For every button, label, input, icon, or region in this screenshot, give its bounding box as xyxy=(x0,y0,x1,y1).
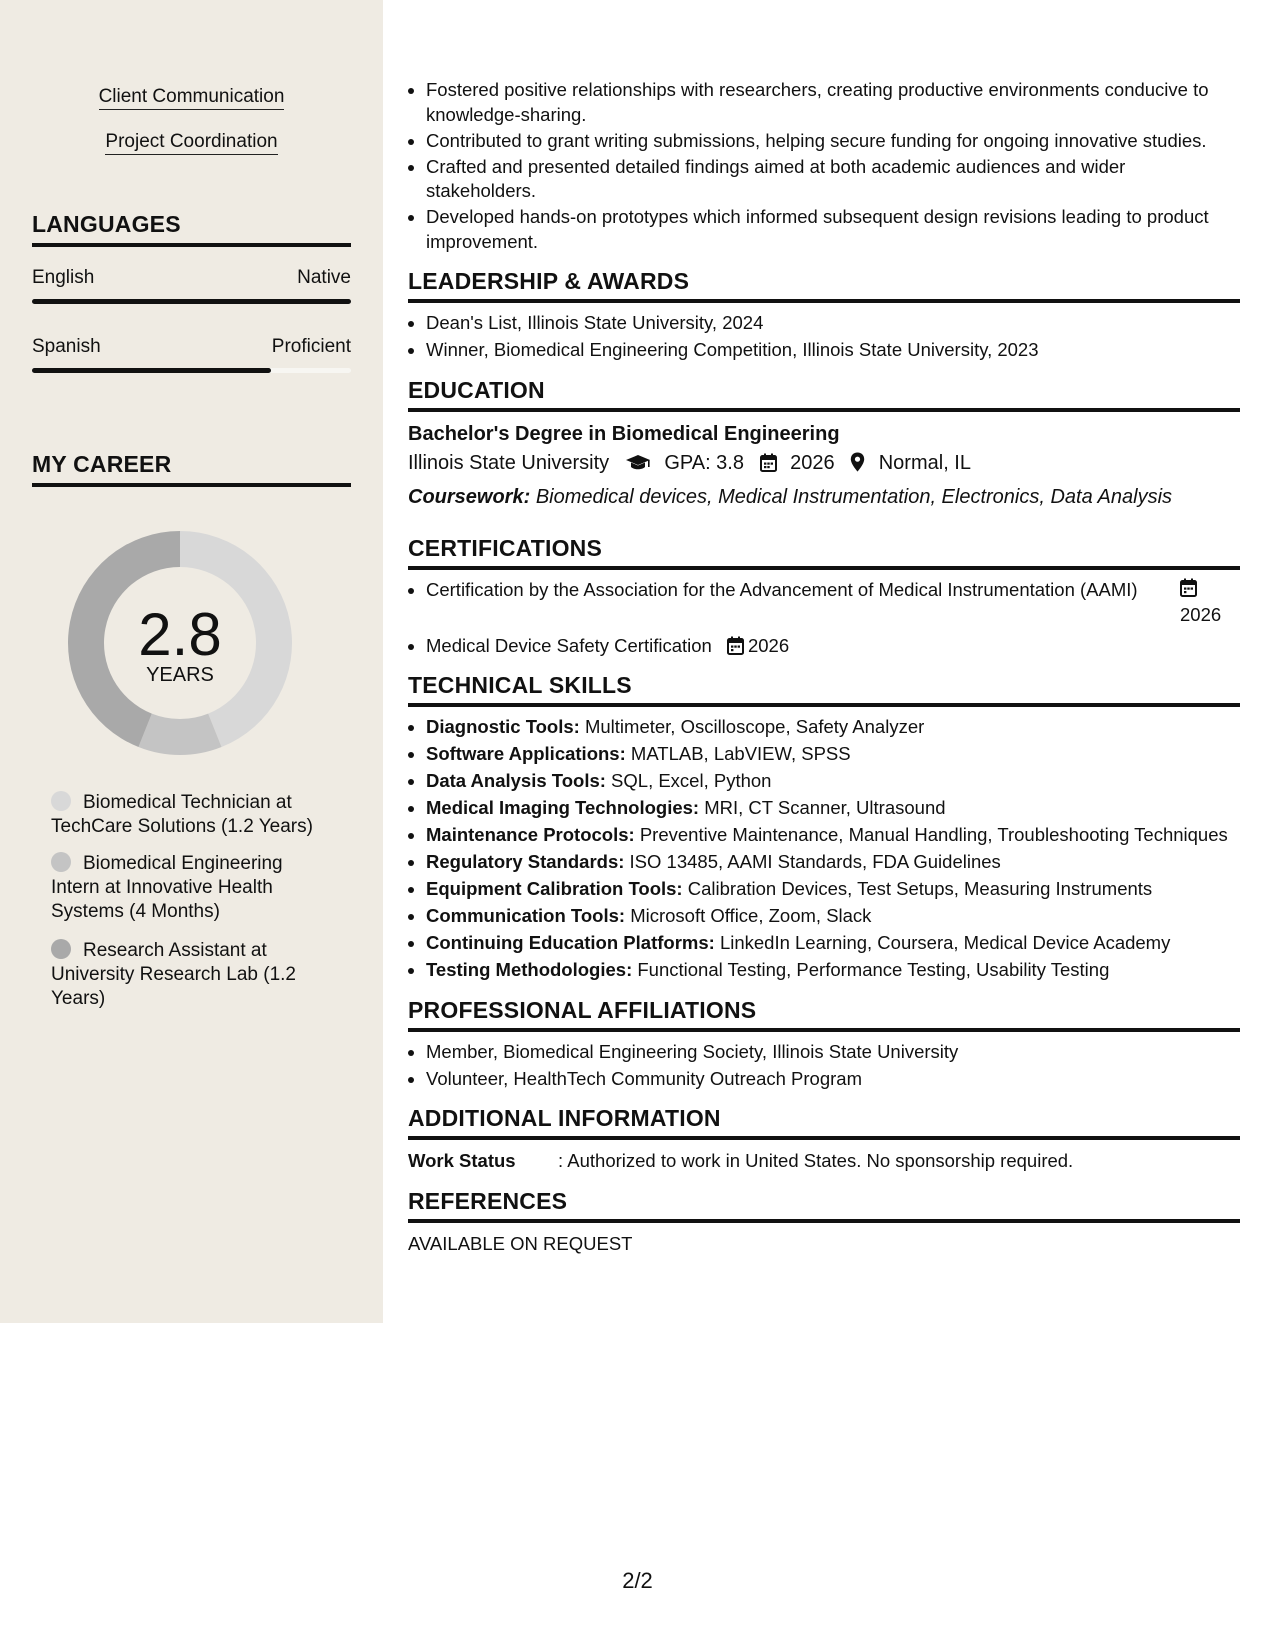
list-item: • Winner, Biomedical Engineering Competition, Illinois State University, 2023 xyxy=(426,338,1240,363)
list-item: • Regulatory Standards: ISO 13485, AAMI Standards, FDA Guidelines xyxy=(426,850,1240,875)
work-status-row xyxy=(408,1148,1240,1174)
list-item: • Crafted and presented detailed findings aimed at both academic audiences and wider stakeholders. xyxy=(426,155,1240,204)
experience-bullets xyxy=(408,78,1240,254)
coursework-list: Biomedical devices, Medical Instrumentation, Electronics, Data Analysis xyxy=(535,485,1173,508)
language-level: Native xyxy=(297,267,351,288)
career-legend-item: Biomedical Technician at TechCare Solutions (1.2 Years) xyxy=(51,792,313,837)
list-item: • Testing Methodologies: Functional Testing, Performance Testing, Usability Testing xyxy=(426,958,1240,983)
donut-segment xyxy=(138,714,221,755)
list-item: • Dean's List, Illinois State University, 2024 xyxy=(426,311,1240,336)
gpa: GPA: 3.8 xyxy=(664,451,744,474)
references-heading: REFERENCES xyxy=(408,1188,1240,1223)
skill-tag: Client Communication xyxy=(0,86,383,108)
list-item: • Developed hands-on prototypes which informed subsequent design revisions leading to product improvement. xyxy=(426,205,1240,254)
list-item xyxy=(426,578,1240,628)
page-number: 2/2 xyxy=(622,1568,653,1593)
language-level-fill xyxy=(32,299,351,304)
legend-dot xyxy=(51,939,71,959)
list-item: • Data Analysis Tools: SQL, Excel, Python xyxy=(426,769,1240,794)
calendar-icon xyxy=(760,451,777,482)
language-row xyxy=(32,267,351,289)
list-item: • Continuing Education Platforms: LinkedIn Learning, Coursera, Medical Device Academy xyxy=(426,931,1240,956)
certifications-heading: CERTIFICATIONS xyxy=(408,535,1240,570)
work-status-label: Work Status xyxy=(408,1150,516,1171)
language-level-bar xyxy=(32,368,351,373)
school-location: Normal, IL xyxy=(878,451,971,474)
technical-skills-heading: TECHNICAL SKILLS xyxy=(408,672,1240,707)
certification-name: • Certification by the Association for the Advancement of Medical Instrumentation (AAMI) xyxy=(426,578,1138,600)
location-pin-icon xyxy=(850,451,865,482)
education-heading: EDUCATION xyxy=(408,377,1240,412)
certifications-list xyxy=(408,578,1240,659)
references-text: AVAILABLE ON REQUEST xyxy=(408,1233,633,1254)
certification-date: 2026 xyxy=(1180,578,1240,628)
technical-skills-list xyxy=(408,715,1240,983)
education-details xyxy=(408,448,1240,482)
degree-title: Bachelor's Degree in Biomedical Engineering xyxy=(408,422,840,445)
language-name: Spanish xyxy=(32,336,101,357)
additional-info-heading: ADDITIONAL INFORMATION xyxy=(408,1105,1240,1140)
affiliations-heading: PROFESSIONAL AFFILIATIONS xyxy=(408,997,1240,1032)
career-total-unit: YEARS xyxy=(146,664,214,686)
main-content xyxy=(408,78,1240,1257)
list-item: • Equipment Calibration Tools: Calibration Devices, Test Setups, Measuring Instruments xyxy=(426,877,1240,902)
certification-name: Medical Device Safety Certification xyxy=(426,634,712,656)
leadership-list xyxy=(408,311,1240,363)
career-heading: MY CAREER xyxy=(32,451,351,487)
language-level-fill xyxy=(32,368,271,373)
sidebar xyxy=(0,0,383,1323)
coursework xyxy=(408,482,1240,513)
list-item: • Diagnostic Tools: Multimeter, Oscilloscope, Safety Analyzer xyxy=(426,715,1240,740)
language-level-bar xyxy=(32,299,351,304)
list-item: • Contributed to grant writing submissions, helping secure funding for ongoing innovative studies. xyxy=(426,129,1240,154)
list-item: • Medical Imaging Technologies: MRI, CT Scanner, Ultrasound xyxy=(426,796,1240,821)
affiliations-list xyxy=(408,1040,1240,1092)
skill-tag: Project Coordination xyxy=(0,131,383,153)
legend-dot xyxy=(51,791,71,811)
list-item xyxy=(426,634,1240,659)
career-total-years: 2.8 xyxy=(138,601,222,668)
list-item: • Fostered positive relationships with researchers, creating productive environments conducive to knowledge-sharing. xyxy=(426,78,1240,127)
language-name: English xyxy=(32,267,95,288)
list-item: • Communication Tools: Microsoft Office, Zoom, Slack xyxy=(426,904,1240,929)
language-row xyxy=(32,336,351,358)
graduation-year: 2026 xyxy=(790,451,835,474)
leadership-heading: LEADERSHIP & AWARDS xyxy=(408,268,1240,303)
list-item: • Member, Biomedical Engineering Society, Illinois State University xyxy=(426,1040,1240,1065)
legend-dot xyxy=(51,852,71,872)
list-item: • Maintenance Protocols: Preventive Maintenance, Manual Handling, Troubleshooting Techniques xyxy=(426,823,1240,848)
school-name: Illinois State University xyxy=(408,451,610,474)
languages-heading: LANGUAGES xyxy=(32,211,351,247)
calendar-icon xyxy=(727,636,744,655)
certification-date: 2026 xyxy=(727,634,789,659)
graduation-cap-icon xyxy=(625,451,651,482)
career-legend-item: Biomedical Engineering Intern at Innovative Health Systems (4 Months) xyxy=(51,853,283,922)
list-item: • Software Applications: MATLAB, LabVIEW, SPSS xyxy=(426,742,1240,767)
list-item: • Volunteer, HealthTech Community Outreach Program xyxy=(426,1067,1240,1092)
coursework-label: Coursework: xyxy=(408,485,531,508)
calendar-icon xyxy=(1180,578,1197,597)
career-legend-item: Research Assistant at University Research Lab (1.2 Years) xyxy=(51,940,296,1009)
language-level: Proficient xyxy=(271,336,351,357)
work-status-value: : Authorized to work in United States. No sponsorship required. xyxy=(558,1150,1074,1171)
